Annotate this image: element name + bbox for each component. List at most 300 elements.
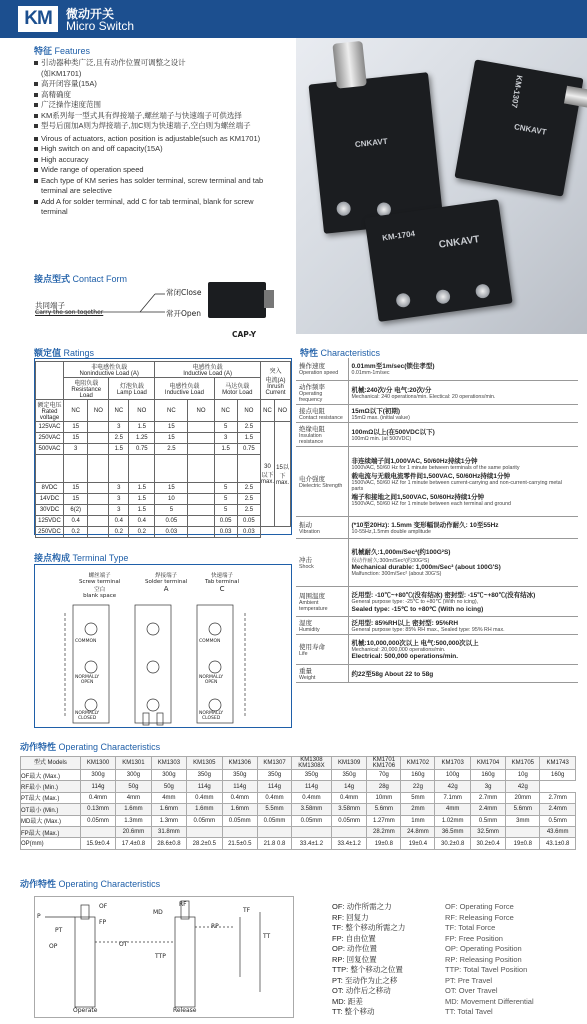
ratings-cell	[188, 444, 214, 455]
characteristics-key	[296, 538, 348, 586]
operating-cell: 43.1±0.8	[540, 838, 576, 849]
operating-header-cell: KM1300	[80, 757, 115, 770]
ratings-cell: 15	[64, 422, 88, 433]
feature-item: Virous of actuators, action position is adjustable(such as KM1701)	[34, 134, 294, 145]
characteristics-value-line: 非连续端子间1,000VAC, 50/60Hz持续1分钟	[351, 457, 478, 465]
terminal-title-cn: 接点构成	[34, 553, 71, 563]
operating-cell: 5.5mm	[257, 804, 291, 815]
operating-cell: 300g	[151, 770, 186, 781]
operating-cell: 24.8mm	[401, 826, 435, 837]
ratings-cell	[109, 455, 129, 483]
ratings-cell: 3	[109, 483, 129, 494]
characteristics-key	[296, 516, 348, 538]
characteristics-value	[348, 516, 578, 538]
operating-cell: 114g	[257, 781, 291, 792]
ratings-cell: 2.5	[237, 494, 260, 505]
ratings-cell	[188, 516, 214, 527]
ratings-hdr-empty	[36, 362, 64, 400]
operating-cell: 5.6mm	[367, 804, 401, 815]
ratings-cell: 3	[64, 444, 88, 455]
operating-cell: 42g	[506, 781, 540, 792]
legend-cn-item: TF: 整个移动所需之力	[332, 923, 406, 932]
features-title	[34, 44, 90, 57]
ratings-row	[36, 516, 291, 527]
tab-terminal-en: Tab terminal	[205, 579, 240, 585]
ratings-cell: 10	[155, 494, 188, 505]
feature-item: High accuracy	[34, 155, 294, 166]
ratings-cell: 15	[155, 433, 188, 444]
diagram-legend-cn	[332, 902, 405, 1018]
operating-cell: 1.6mm	[116, 804, 151, 815]
operating-header-cell: KM1303	[151, 757, 186, 770]
operating-cell: 22g	[401, 781, 435, 792]
operating-title	[20, 740, 160, 753]
operating-header-cell: KM1704	[470, 757, 505, 770]
operating-cell: 0.13mm	[80, 804, 115, 815]
characteristics-key-en: Ambient temperature	[299, 599, 328, 612]
operating-cell: 1.6mm	[187, 804, 222, 815]
screw-common: COMMON	[75, 639, 97, 644]
dg-ot: OT	[119, 941, 128, 948]
characteristics-row	[296, 538, 578, 586]
feature-item: Add A for solder terminal, add C for tab terminal, blank for screw	[34, 197, 294, 208]
diagram-panel	[34, 896, 294, 1018]
screw-icon	[395, 292, 411, 308]
characteristics-key	[296, 422, 348, 446]
ratings-cell: 0.4	[64, 516, 88, 527]
operating-cell	[80, 826, 115, 837]
dg-pt: PT	[55, 927, 63, 934]
operating-cell: 300g	[116, 770, 151, 781]
operating-cell: 0.5mm	[470, 815, 505, 826]
operating-cell: 17.4±0.8	[116, 838, 151, 849]
ratings-cell: 2.5	[155, 444, 188, 455]
ratings-cell	[88, 516, 109, 527]
diagram-legend-en	[445, 902, 534, 1018]
ratings-cell: 0.2	[109, 527, 129, 538]
characteristics-value-line: General purpose type: -25℃ to +80℃ (With no icing),	[351, 598, 479, 605]
dg-fp: FP	[99, 919, 107, 926]
ratings-nc: NC	[64, 400, 88, 422]
operating-cell: PT最大 (Max.)	[21, 792, 81, 803]
ratings-cell: 1.5	[129, 422, 155, 433]
ratings-cell	[88, 494, 109, 505]
operating-cell: 28g	[367, 781, 401, 792]
operating-cell: 0.4mm	[80, 792, 115, 803]
operating-row	[21, 792, 576, 803]
characteristics-key-en: Contact resistance	[299, 414, 343, 421]
characteristics-row	[296, 422, 578, 446]
feature-item: 高精确度	[34, 90, 294, 101]
ratings-hdr-resistance: 电阻负载 Resistance Load	[64, 378, 109, 400]
operating-cell: OF最大 (Max.)	[21, 770, 81, 781]
feature-item: KM系列每一型式具有焊接端子,螺丝端子与快速端子可供选择	[34, 111, 294, 122]
characteristics-value-line: 误动作耐久:300m/Sec²(约30G²S)	[351, 558, 430, 564]
operating-cell: 114g	[80, 781, 115, 792]
switch-photo-right	[454, 59, 583, 196]
ratings-hdr-inrush: 突入 电流(A) Inrush Current	[260, 362, 290, 400]
operating-row	[21, 781, 576, 792]
ratings-cell	[155, 455, 188, 483]
legend-en-item: OT: Over Travel	[445, 986, 498, 995]
ratings-cell: 14VDC	[36, 494, 64, 505]
operating-header-cell: KM1301	[116, 757, 151, 770]
ratings-cell	[64, 455, 88, 483]
characteristics-value-line: General purpose type: 85% RH max., Sealed type: 95% RH max.	[351, 626, 505, 633]
feature-item: Wide range of operation speed	[34, 165, 294, 176]
operating-table	[20, 756, 576, 850]
legend-en-item: OP: Operating Position	[445, 944, 522, 953]
operating-cell: 0.05mm	[187, 815, 222, 826]
ratings-title-en: Ratings	[63, 348, 95, 358]
operating-row	[21, 770, 576, 781]
ratings-cell: 0.03	[155, 527, 188, 538]
characteristics-key-en: Weight	[299, 674, 316, 681]
characteristics-row	[296, 446, 578, 516]
operating-cell: 2.4mm	[540, 804, 576, 815]
ratings-cell	[88, 455, 109, 483]
ratings-hdr-voltage: 额定电压 Rated voltage	[36, 400, 64, 422]
characteristics-key	[296, 664, 348, 682]
dg-op: OP	[49, 943, 58, 950]
terminal-panel	[34, 564, 292, 728]
characteristics-key-en: Insulation resistance	[299, 432, 324, 445]
legend-en-item: RF: Releasing Force	[445, 912, 514, 922]
operating-cell: 2.7mm	[540, 792, 576, 803]
operating-cell: 0.05mm	[80, 815, 115, 826]
operating-cell: 30.2±0.8	[435, 838, 470, 849]
operating-cell	[187, 826, 222, 837]
ratings-cell: 1.5	[237, 433, 260, 444]
solder-terminal-cn: 焊接端子	[155, 573, 178, 579]
characteristics-value-line: Malfunction: 300m/Sec² (about 30G'S)	[351, 571, 442, 577]
characteristics-value-line: 0.01mm至1m/sec(锁住孝型)	[351, 363, 435, 371]
dg-rp: RP	[211, 923, 219, 930]
ratings-cell: 30VDC	[36, 505, 64, 516]
operating-header-cell: KM1702	[401, 757, 435, 770]
ratings-cell	[88, 505, 109, 516]
ratings-cell: 125VAC	[36, 422, 64, 433]
characteristics-key-cn: 绝缘电阻	[299, 425, 325, 433]
characteristics-key-en: Operation speed	[299, 370, 339, 377]
ratings-no: NO	[188, 400, 214, 422]
ratings-cell	[188, 455, 214, 483]
contact-form-title-cn: 接点型式	[34, 274, 71, 284]
characteristics-value	[348, 358, 578, 380]
characteristics-value-line: 100mΩ以上(在500VDC以下)	[351, 428, 435, 436]
tab-code: C	[219, 585, 225, 593]
operating-row	[21, 838, 576, 849]
ratings-cell: 0.2	[64, 527, 88, 538]
characteristics-key-en: Operating frequency	[299, 390, 323, 403]
model-text-1: KM-1704	[381, 229, 416, 243]
ratings-cell	[88, 444, 109, 455]
ratings-table	[35, 361, 291, 538]
operating-cell: OT最小 (Min.)	[21, 804, 81, 815]
ratings-cell	[188, 483, 214, 494]
operating-cell: 19±0.8	[506, 838, 540, 849]
tab-terminal-cn: 快速端子	[211, 573, 234, 579]
operating-cell: 4mm	[151, 792, 186, 803]
characteristics-key	[296, 358, 348, 380]
operating-cell: 0.4mm	[187, 792, 222, 803]
terminal-title	[34, 551, 128, 564]
switch-photo-bottom	[364, 199, 512, 322]
ratings-cell	[88, 483, 109, 494]
characteristics-row	[296, 616, 578, 634]
ratings-cell: 0.2	[129, 527, 155, 538]
ratings-cell: 2.5	[237, 505, 260, 516]
operating-cell: 31.8mm	[151, 826, 186, 837]
characteristics-value-line: 100mΩ min. (at 500VDC)	[351, 435, 412, 442]
operating-cell: 10mm	[367, 792, 401, 803]
operating-cell: RF最小 (Min.)	[21, 781, 81, 792]
characteristics-row	[296, 516, 578, 538]
legend-cn-item: OT: 动作后之移动	[332, 986, 391, 995]
ratings-cell: 15	[64, 433, 88, 444]
ratings-cell: 2.5	[237, 483, 260, 494]
tab-nc: NORMALLY CLOSED	[199, 711, 224, 721]
operating-cell: 5mm	[401, 792, 435, 803]
operating-cell: 70g	[367, 770, 401, 781]
operating-header-cell: KM1305	[187, 757, 222, 770]
operating-cell: 1.6mm	[151, 804, 186, 815]
operating-cell: 14g	[331, 781, 366, 792]
ratings-hdr-noninductive: 非电感性负载 Noninductive Load (A)	[64, 362, 155, 378]
characteristics-value-line: 机械耐久:1,000m/Sec²(约100G²S)	[351, 549, 451, 556]
feature-item: 高开闭容量(15A)	[34, 79, 294, 90]
characteristics-key-cn: 振动	[299, 521, 312, 529]
ratings-cell: 250VAC	[36, 433, 64, 444]
ratings-hdr-inductive-load: 电感性负载 Inductive Load	[155, 378, 214, 400]
operating-cell: 0.05mm	[222, 815, 257, 826]
page-header	[0, 0, 587, 38]
characteristics-value-line: 15mΩ max. (initial value)	[351, 414, 410, 421]
operating-header-cell: 型式 Models	[21, 757, 81, 770]
characteristics-value-line: 1000VAC, 50/60 Hz for 1 minute between terminals of the same polarity	[351, 464, 520, 471]
characteristics-row	[296, 380, 578, 404]
operating-cell: 160g	[401, 770, 435, 781]
operating-cell: 33.4±1.2	[292, 838, 332, 849]
legend-en-item: TT: Total Tavel	[445, 1007, 493, 1016]
operating-cell: 0.5mm	[540, 815, 576, 826]
operating-cell: 0.05mm	[257, 815, 291, 826]
ratings-cell: 5	[214, 422, 237, 433]
characteristics-key-en: Vibration	[299, 528, 320, 535]
solder-code: A	[163, 585, 169, 593]
legend-cn-item: FP: 自由位置	[332, 933, 376, 943]
characteristics-key-cn: 周围温度	[299, 592, 325, 600]
terminal-title-en: Terminal Type	[72, 553, 129, 563]
screw-icon	[475, 283, 491, 299]
ratings-row	[36, 433, 291, 444]
diagram-title	[20, 877, 160, 890]
ratings-inrush-nc: 30 以下 max.	[260, 422, 274, 527]
characteristics-key	[296, 446, 348, 516]
characteristics-value-line: 机械:240次/分 电气:20次/分	[351, 386, 432, 394]
ratings-cell: 1.5	[129, 505, 155, 516]
screw-no: NORMALLY OPEN	[75, 675, 100, 685]
ratings-cell	[214, 455, 237, 483]
ratings-title-cn: 额定值	[34, 348, 62, 358]
characteristics-value-line: 15mΩ以下(初期)	[351, 407, 401, 415]
characteristics-row	[296, 634, 578, 664]
characteristics-key	[296, 616, 348, 634]
ratings-cell: 0.75	[129, 444, 155, 455]
characteristics-key	[296, 404, 348, 422]
legend-en-item: MD: Movement Differential	[445, 996, 534, 1006]
operating-cell: 350g	[187, 770, 222, 781]
characteristics-value-line: 10-55Hz,1.5mm double amplitude	[351, 528, 431, 535]
dg-operate: Operate	[73, 1007, 98, 1014]
ratings-cell	[188, 433, 214, 444]
dg-tf: TF	[243, 907, 251, 914]
operating-cell: 1.02mm	[435, 815, 470, 826]
screw-icon	[336, 201, 351, 216]
no-label: 常开Open	[166, 309, 202, 318]
solder-terminal-label	[145, 571, 187, 593]
ratings-cell: 0.05	[237, 516, 260, 527]
operating-cell: 350g	[292, 770, 332, 781]
ratings-cell	[188, 527, 214, 538]
operating-cell: 350g	[331, 770, 366, 781]
characteristics-title-cn: 特性	[300, 348, 319, 358]
dg-p: P	[37, 913, 41, 920]
feature-item: High switch on and off capacity(15A)	[34, 144, 294, 155]
plunger-shape	[332, 41, 367, 89]
operating-cell: 1.3mm	[151, 815, 186, 826]
operating-cell: 300g	[80, 770, 115, 781]
feature-item: 引动器种类广泛,且有动作位置可调整之设计	[34, 58, 294, 69]
characteristics-value	[348, 634, 578, 664]
ratings-cell: 15	[64, 494, 88, 505]
ratings-hdr-lamp: 灯泡负载 Lamp Load	[109, 378, 155, 400]
ratings-row	[36, 505, 291, 516]
operating-cell: 50g	[151, 781, 186, 792]
characteristics-key-cn: 重量	[299, 667, 312, 675]
ratings-cell: 15	[155, 422, 188, 433]
legend-en-item: TTP: Total Tavel Position	[445, 965, 528, 974]
ratings-cell: 2.5	[237, 422, 260, 433]
operating-cell: 1.27mm	[367, 815, 401, 826]
ratings-hdr-motor: 马达负载 Motor Load	[214, 378, 260, 400]
ratings-no: NO	[237, 400, 260, 422]
ratings-hdr-inductive: 电感性负载 Inductive Load (A)	[155, 362, 261, 378]
operating-title-en: Operating Characteristics	[58, 742, 161, 752]
ratings-cell: 0.05	[214, 516, 237, 527]
operating-cell: 15.9±0.4	[80, 838, 115, 849]
characteristics-value-line: Electrical: 500,000 operations/min.	[351, 653, 459, 660]
header-title-cn: 微动开关	[66, 7, 115, 21]
screw-terminal-en: Screw terminal	[79, 579, 121, 585]
characteristics-key-en: Shock	[299, 563, 314, 570]
characteristics-title-en: Characteristics	[320, 348, 381, 358]
operating-header-cell: KM1307	[257, 757, 291, 770]
ratings-row	[36, 422, 291, 433]
legend-en-item: FP: Free Position	[445, 933, 503, 943]
operating-cell: 350g	[222, 770, 257, 781]
ratings-no: NO	[88, 400, 109, 422]
ratings-cell: 3	[109, 505, 129, 516]
characteristics-key	[296, 586, 348, 616]
operating-cell: 0.05mm	[331, 815, 366, 826]
ratings-panel	[34, 358, 292, 535]
brand-text-left: CNKAVT	[354, 136, 389, 150]
characteristics-value-line: 1500VAC, 50/60 HZ for 1 minute between current-carrying and non-current-carrying metal parts	[351, 479, 562, 492]
ratings-nc: NC	[260, 400, 274, 422]
characteristics-panel	[296, 358, 578, 730]
characteristics-value-line: 载电流与无载电流零件间1,500VAC, 50/60Hz持续1分钟	[351, 472, 510, 480]
characteristics-key-cn: 湿度	[299, 619, 312, 627]
ratings-cell	[188, 505, 214, 516]
characteristics-value-line: Mechanical durable: 1,000m/Sec² (about 100G'S)	[351, 564, 501, 571]
operating-cell: 30.2±0.4	[470, 838, 505, 849]
ratings-cell: 0.05	[155, 516, 188, 527]
characteristics-key	[296, 634, 348, 664]
operating-cell	[292, 826, 332, 837]
ratings-cell	[36, 455, 64, 483]
characteristics-key-cn: 操作速度	[299, 363, 325, 371]
operating-cell: 3mm	[506, 815, 540, 826]
ratings-cell: 8VDC	[36, 483, 64, 494]
features-title-cn: 特征	[34, 46, 53, 56]
legend-cn-item: TT: 整个移动	[332, 1007, 375, 1016]
operating-cell: 0.4mm	[257, 792, 291, 803]
feature-item: 广泛操作速度范围	[34, 100, 294, 111]
cap-label: CAP-Y	[232, 330, 257, 339]
header-title-en: Micro Switch	[66, 19, 135, 33]
operating-cell	[331, 826, 366, 837]
legend-en-item: RP: Releasing Position	[445, 954, 522, 964]
legend-cn-item: RF: 回复力	[332, 912, 369, 922]
tab-no: NORMALLY OPEN	[199, 675, 224, 685]
ratings-cell	[88, 527, 109, 538]
dg-md: MD	[153, 909, 163, 916]
operating-cell: 10g	[506, 770, 540, 781]
ratings-cell: 0.4	[129, 516, 155, 527]
ratings-no: NO	[129, 400, 155, 422]
ratings-row	[36, 527, 291, 538]
operating-cell: 0.4mm	[331, 792, 366, 803]
dg-tt: TT	[263, 933, 271, 940]
operating-cell	[257, 826, 291, 837]
characteristics-value	[348, 664, 578, 682]
ratings-cell	[188, 422, 214, 433]
brand-logo: KM	[18, 6, 58, 32]
tab-terminal-label	[205, 571, 239, 593]
legend-en-item: PT: Pre Travel	[445, 975, 493, 985]
operating-cell: 100g	[435, 770, 470, 781]
characteristics-value-line: Sealed type: -15℃ to +80℃ (With no icing)	[351, 605, 484, 613]
characteristics-value	[348, 538, 578, 586]
operating-cell: 28.2±0.5	[187, 838, 222, 849]
ratings-nc: NC	[109, 400, 129, 422]
operating-cell: 0.4mm	[292, 792, 332, 803]
characteristics-key-cn: 接点电阻	[299, 407, 325, 415]
ratings-cell: 0.03	[237, 527, 260, 538]
operating-cell: 20mm	[506, 792, 540, 803]
feature-item: terminal are selective	[41, 186, 112, 195]
screw-terminal-cn: 螺丝端子	[88, 573, 111, 579]
characteristics-key	[296, 380, 348, 404]
operating-cell: 1.3mm	[116, 815, 151, 826]
ratings-cell: 3	[109, 494, 129, 505]
screw-terminal-label	[79, 571, 120, 599]
operating-header-cell: KM1306	[222, 757, 257, 770]
operating-cell: 1mm	[401, 815, 435, 826]
operating-cell: 50g	[116, 781, 151, 792]
operating-cell: 19±0.8	[367, 838, 401, 849]
